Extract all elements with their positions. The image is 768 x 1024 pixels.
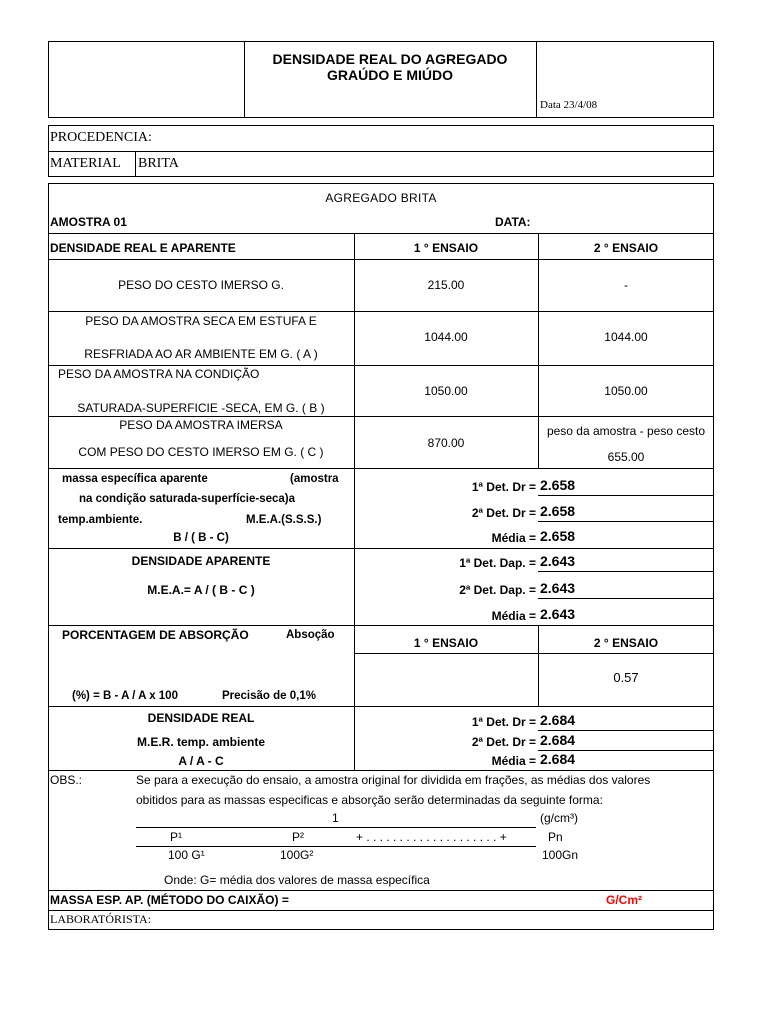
dap-det2-value: 2.643 bbox=[540, 580, 576, 596]
material-value: BRITA bbox=[138, 156, 179, 171]
row-line-9 bbox=[354, 653, 714, 654]
row4-label-line2: COM PESO DO CESTO IMERSO EM G. ( C ) bbox=[78, 445, 324, 459]
dr-det2-label: 2ª Det. Dr = bbox=[471, 735, 536, 749]
obs-line2: obitidos para as massas especificas e absorção serão determinadas da seguinte forma: bbox=[136, 793, 603, 807]
row4-label-line1: PESO DA AMOSTRA IMERSA bbox=[119, 418, 283, 432]
row4-value1: 870.00 bbox=[427, 436, 465, 450]
obs-fraction-line2 bbox=[136, 846, 536, 847]
dap-det2-label: 2ª Det. Dap. = bbox=[459, 583, 536, 597]
data-label: DATA: bbox=[495, 215, 531, 229]
row1-label: PESO DO CESTO IMERSO G. bbox=[118, 278, 284, 292]
row-line-10 bbox=[48, 706, 714, 707]
obs-dots: + . . . . . . . . . . . . . . . . . . . . + bbox=[356, 830, 507, 844]
obs-unit: (g/cm³) bbox=[540, 811, 578, 825]
abs-formula: (%) = B - A / A x 100 bbox=[72, 690, 178, 702]
row-line-12 bbox=[48, 890, 714, 891]
obs-p1: P¹ bbox=[170, 830, 182, 844]
mea-det1-label: 1ª Det. Dr = bbox=[471, 480, 536, 494]
mea-line1b: (amostra bbox=[290, 473, 339, 485]
massa-esp-unit: G/Cm² bbox=[606, 893, 642, 907]
mea-line3a: temp.ambiente. bbox=[58, 514, 143, 526]
massa-esp-label: MASSA ESP. AP. (MÉTODO DO CAIXÃO) = bbox=[50, 893, 289, 907]
mea-det1-value: 2.658 bbox=[540, 477, 576, 493]
header-divider-right bbox=[536, 41, 537, 118]
row-line-4 bbox=[48, 365, 714, 366]
row4-note: peso da amostra - peso cesto bbox=[546, 424, 706, 438]
mea-det2-value: 2.658 bbox=[540, 503, 576, 519]
mea-det2-label: 2ª Det. Dr = bbox=[471, 506, 536, 520]
doc-title-line2: GRAÚDO E MIÚDO bbox=[327, 67, 453, 83]
dr-title: DENSIDADE REAL bbox=[147, 711, 255, 725]
dap-formula: M.E.A.= A / ( B - C ) bbox=[147, 583, 255, 597]
row4-value2: 655.00 bbox=[607, 450, 645, 464]
obs-fraction-line1 bbox=[136, 827, 536, 828]
dap-title: DENSIDADE APARENTE bbox=[131, 554, 271, 568]
row2-label-line1: PESO DA AMOSTRA SECA EM ESTUFA E bbox=[85, 314, 317, 328]
abs-subtitle: Absoção bbox=[286, 629, 335, 641]
obs-one: 1 bbox=[332, 811, 339, 825]
row-line-2 bbox=[48, 259, 714, 260]
material-label: MATERIAL bbox=[50, 156, 121, 171]
mea-media-label: Média = bbox=[491, 531, 536, 545]
row-line-1 bbox=[48, 233, 714, 234]
dap-media-value: 2.643 bbox=[540, 606, 576, 622]
dr-line2: M.E.R. temp. ambiente bbox=[136, 735, 266, 749]
dap-det2-underline bbox=[538, 598, 714, 599]
mea-det2-underline bbox=[538, 521, 714, 522]
col-header-ensaio2: 2 ° ENSAIO bbox=[593, 241, 659, 255]
abs-title: PORCENTAGEM DE ABSORÇÃO bbox=[62, 628, 249, 642]
amostra-label: AMOSTRA 01 bbox=[50, 215, 127, 229]
obs-line1: Se para a execução do ensaio, a amostra original for dividida em frações, as médias dos valores bbox=[136, 773, 651, 787]
row3-label-line2: SATURADA-SUPERFICIE -SECA, EM G. ( B ) bbox=[77, 401, 325, 415]
row-line-8 bbox=[48, 625, 714, 626]
row3-value2: 1050.00 bbox=[604, 384, 648, 398]
abs-precisao: Precisão de 0,1% bbox=[222, 690, 316, 702]
obs-pn: Pn bbox=[548, 830, 563, 844]
row-line-3 bbox=[48, 311, 714, 312]
row-line-7 bbox=[48, 548, 714, 549]
col-line-3 bbox=[354, 468, 355, 770]
mea-formula: B / ( B - C) bbox=[173, 532, 229, 544]
obs-g2: 100G² bbox=[280, 848, 314, 862]
dap-det1-label: 1ª Det. Dap. = bbox=[459, 556, 536, 570]
laboratorista-label: LABORATÓRISTA: bbox=[50, 912, 152, 926]
dr-det1-value: 2.684 bbox=[540, 712, 576, 728]
agregado-heading: AGREGADO BRITA bbox=[325, 191, 437, 205]
dr-det1-label: 1ª Det. Dr = bbox=[471, 715, 536, 729]
dap-media-label: Média = bbox=[491, 609, 536, 623]
col-line-1 bbox=[354, 233, 355, 468]
header-date: Data 23/4/08 bbox=[540, 99, 598, 111]
dr-line3: A / A - C bbox=[178, 754, 224, 768]
dap-det1-underline bbox=[538, 571, 714, 572]
row2-value2: 1044.00 bbox=[604, 330, 648, 344]
procedencia-label: PROCEDENCIA: bbox=[50, 130, 152, 145]
row-line-13 bbox=[48, 910, 714, 911]
info-divider bbox=[48, 151, 714, 152]
abs-value2: 0.57 bbox=[613, 670, 639, 685]
obs-p2: P² bbox=[292, 830, 304, 844]
mea-line3b: M.E.A.(S.S.S.) bbox=[246, 514, 322, 526]
abs-ensaio2: 2 ° ENSAIO bbox=[593, 636, 659, 650]
row2-label-line2: RESFRIADA AO AR AMBIENTE EM G. ( A ) bbox=[84, 347, 318, 361]
obs-g1: 100 G¹ bbox=[168, 848, 205, 862]
row3-value1: 1050.00 bbox=[424, 384, 468, 398]
dr-det2-value: 2.684 bbox=[540, 732, 576, 748]
row1-value2: - bbox=[624, 278, 628, 292]
obs-label: OBS.: bbox=[50, 773, 83, 787]
material-divider bbox=[135, 151, 136, 177]
row-line-6 bbox=[48, 468, 714, 469]
col-header-densidade: DENSIDADE REAL E APARENTE bbox=[50, 241, 236, 255]
row-line-11 bbox=[48, 770, 714, 771]
dr-media-value: 2.684 bbox=[540, 751, 576, 767]
row3-label-line1: PESO DA AMOSTRA NA CONDIÇÃO bbox=[58, 367, 260, 381]
row1-value1: 215.00 bbox=[427, 278, 465, 292]
doc-title-line1: DENSIDADE REAL DO AGREGADO bbox=[272, 51, 508, 67]
mea-line2: na condição saturada-superfície-seca)a bbox=[79, 493, 296, 505]
dr-media-label: Média = bbox=[491, 754, 536, 768]
row2-value1: 1044.00 bbox=[424, 330, 468, 344]
col-header-ensaio1: 1 ° ENSAIO bbox=[413, 241, 479, 255]
dr-det1-underline bbox=[538, 730, 714, 731]
mea-media-value: 2.658 bbox=[540, 528, 576, 544]
abs-ensaio1: 1 ° ENSAIO bbox=[413, 636, 479, 650]
row-line-5 bbox=[48, 416, 714, 417]
dap-det1-value: 2.643 bbox=[540, 553, 576, 569]
mea-det1-underline bbox=[538, 495, 714, 496]
mea-line1a: massa específica aparente bbox=[62, 473, 208, 485]
obs-onde: Onde: G= média dos valores de massa específica bbox=[164, 873, 430, 887]
obs-gn: 100Gn bbox=[542, 848, 579, 862]
